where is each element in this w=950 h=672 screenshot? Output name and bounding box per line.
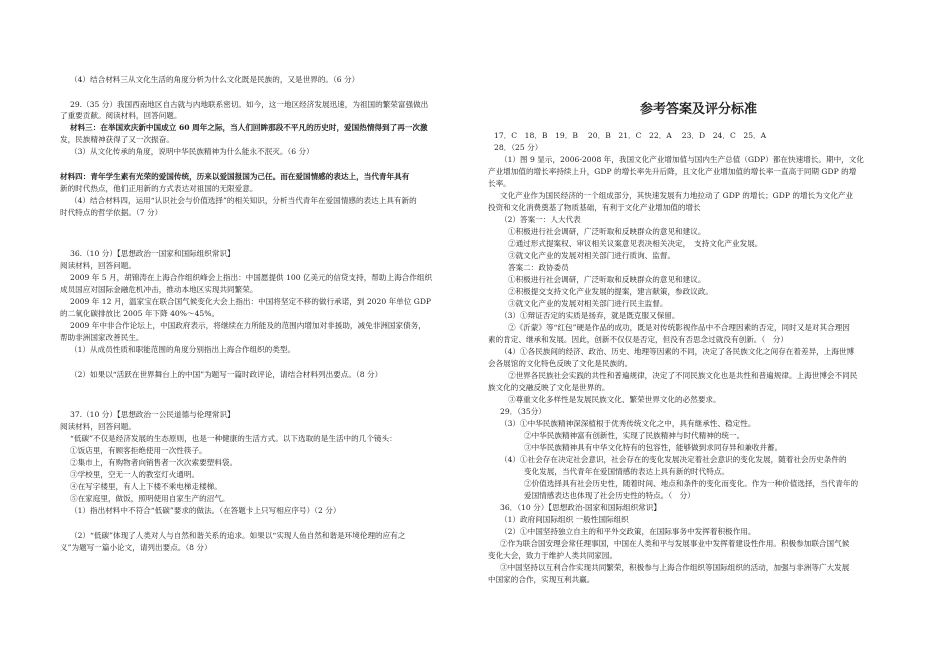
question-text-line: （4）结合材料四，运用“认识社会与价值选择”的相关知识，分析当代青年在爱国情感的表达上具有新的 <box>70 196 417 205</box>
answer-text-line: ③中国坚持以互利合作实现共同繁荣，积极参与上海合作组织等国际组织的活动，加强与非洲等广大发展 <box>500 563 850 572</box>
question-text-line: 2009 年 12 月，温家宝在联合国气候变化大会上指出：中国将坚定不移的做行承诺，到 2020 年单位 GDP <box>70 297 432 306</box>
answer-text-line: 28．（25 分） <box>494 143 543 152</box>
answer-text-line: ②通过形式提案权、审议相关议案意见表决相关决定， 支持文化产业发展。 <box>508 239 763 248</box>
question-text-line: ④在写字楼里，有人上下楼不乘电梯走楼梯。 <box>70 482 222 491</box>
question-text-line: ①饭店里，有顾客拒绝使用一次性筷子。 <box>70 446 207 455</box>
answer-text-line: （2）答案一：人大代表 <box>500 215 581 224</box>
question-text-line: “低碳”不仅是经济发展的生态原则，也是一种健康的生活方式。以下选取的是生活中的几个镜头： <box>70 434 397 443</box>
answer-text-line: 投资和文化消费奠基了物质基础，有利于文化产业增加值的增长 <box>488 203 701 212</box>
question-text-line: 时代特点的哲学依据。（7 分） <box>60 208 163 217</box>
question-text-line: 成员国应对国际金融危机冲击，推动本地区实现共同繁荣。 <box>60 285 258 294</box>
question-text-line: （1）从成员性质和职能范围的角度分别指出上海合作组织的类型。 <box>70 345 296 354</box>
answer-text-line: ②积极提交支持文化产业发展的提案，建言献策，参政议政。 <box>508 287 714 296</box>
question-text-line: 材料四：青年学生素有光荣的爱国传统，历来以爱国报国为己任。而在爱国情感的表达上，当代青年具有 <box>60 172 410 181</box>
question-text-line: 帮助非洲国家改善民生。 <box>60 333 144 342</box>
answer-text-line: ③就文化产业的发展对相关部门进行质询、监督。 <box>508 251 676 260</box>
question-text-line: 材料三：在举国欢庆新中国成立 60 周年之际，当人们回眸那段不平凡的历史时，爱国热情得到了再一次激 <box>70 123 428 132</box>
answer-text-line: ②价值选择具有社会历史性，随着时间、地点和条件的变化而变化。作为一种价值选择，当代青年的 <box>524 479 859 488</box>
answer-text-line: ②中华民族精神富有创新性，实现了民族精神与时代精神的统一。 <box>524 431 745 440</box>
answer-text-line: 长率。 <box>488 179 511 188</box>
question-text-line: （3）从文化传承的角度，说明中华民族精神为什么能永不泯灭。（6 分） <box>70 147 314 156</box>
question-text-line: ⑤在家庭里，做饭，照明使用自家生产的沼气。 <box>70 494 230 503</box>
question-text-line: 36.（10 分）【思想政治一国家和国际组织常识】 <box>70 249 235 258</box>
answer-text-line: 文化产业作为国民经济的一个组成部分，其快速发展有力地拉动了 GDP 的增长；GDP 的增长为文化产业 <box>500 191 854 200</box>
question-text-line: 2009 年中非合作论坛上，中国政府表示，将继续在力所能及的范围内增加对非援助，减免非洲国家债务， <box>70 321 426 330</box>
question-text-line: 的二氧化碳排放比 2005 年下降 40%～45%。 <box>60 309 220 318</box>
question-text-line: 37.（10 分）【思想政治一公民道德与伦理常识】 <box>70 410 235 419</box>
answer-text-line: （4）①社会存在决定社会意识，社会存在的变化发展决定着社会意识的变化发展，随着社会历史条件的 <box>500 455 847 464</box>
answer-text-line: 17．C 18．B 19．B 20．B 21．C 22．A 23．D 24．C 25．A <box>494 131 767 140</box>
answer-text-line: 中国家的合作，实现互利共赢。 <box>488 575 595 584</box>
question-text-line: 29.（35 分）我国西南地区自古就与内地联系密切。如今，这一地区经济发展迅速，为祖国的繁荣富强做出 <box>70 100 429 109</box>
question-text-line: （2）“低碳”体现了人类对人与自然和谐关系的追求。如果以“实现人鱼自然和谐是环境伦理的应有之 <box>70 531 406 540</box>
question-text-line: 2009 年 5 月，胡锦涛在上海合作组织峰会上指出：中国愿提供 100 亿美元的信贷支持，帮助上海合作组织 <box>70 273 433 282</box>
answer-text-line: （2）①中国坚持独立自主的和平外交政策，在国际事务中发挥着积极作用。 <box>500 527 756 536</box>
answer-text-line: 变化大会，致力于维护人类共同家园。 <box>488 551 618 560</box>
answer-text-line: ①积极进行社会调研，广泛听取和反映群众的意见和建议。 <box>508 227 706 236</box>
answer-text-line: 变化发展，当代青年在爱国情感的表达上具有新的时代特点。 <box>524 467 730 476</box>
answer-text-line: 36．（10 分）【思想政治-国家和国际组织常识】 <box>500 503 661 512</box>
answer-key-title: 参考答案及评分标准 <box>640 102 758 117</box>
question-text-line: ③学校里，空无一人的教室灯火通明。 <box>70 470 200 479</box>
answer-text-line: 族文化的交融反映了文化是世界的。 <box>488 383 610 392</box>
answer-text-line: （1）图 9 显示，2006-2008 年，我国文化产业增加值与国内生产总值（GDP）都在快速增长。期中，文化 <box>500 155 864 164</box>
question-text-line: （2）如果以“活跃在世界舞台上的中国”为题写一篇时政评论，请结合材料列出要点。（8 分） <box>70 370 383 379</box>
answer-text-line: ③尊重文化多样性是发展民族文化、繁荣世界文化的必然要求。 <box>508 395 721 404</box>
answer-text-line: （1）政府间国际组织 一般性国际组织 <box>500 515 629 524</box>
answer-text-line: 会各展馆的文化特色反映了文化是民族的。 <box>488 359 633 368</box>
answer-text-line: 爱国情感表达也体现了社会历史性的特点。（ 分） <box>524 491 695 500</box>
answer-text-line: 素的肯定、继承和发展。因此，创新不仅仅是否定，但没有否思念过就没有创新。（ 分） <box>488 335 788 344</box>
question-text-line: ②集市上，有购物者向销售者一次次索要塑料袋。 <box>70 458 238 467</box>
question-text-line: 新的时代热点，他们正用新的方式表达对祖国的无限爱意。 <box>60 184 258 193</box>
question-text-line: 了重要贡献。阅读材料，回答问题。 <box>60 111 182 120</box>
question-text-line: （1）指出材料中不符合“低碳”要求的做法。（在答题卡上只写相应序号）（2 分） <box>70 506 341 515</box>
question-text-line: 义”为题写一篇小论文，请列出要点。（8 分） <box>60 543 212 552</box>
question-text-line: 阅读材料，回答问题。 <box>60 422 136 431</box>
answer-text-line: （3）①中华民族精神深深植根于优秀传统文化之中，具有继承性、稳定性。 <box>500 419 756 428</box>
question-text-line: 发，民族精神获得了又一次振奋。 <box>60 135 174 144</box>
answer-text-line: ②作为联合国安理会常任理事国，中国在人类和平与发展事业中发挥着建设性作用。积极参加联合国气候 <box>500 539 850 548</box>
answer-text-line: （3）①辩证否定的实质是扬弃，就是既克服又保留。 <box>500 311 680 320</box>
question-text-line: （4）结合材料三从文化生活的角度分析为什么文化既是民族的，又是世界的。（6 分） <box>70 75 360 84</box>
answer-text-line: ③就文化产业的发展对相关部门进行民主监督。 <box>508 299 668 308</box>
answer-text-line: （4）①各民族间的经济、政治、历史、地理等因素的不同，决定了各民族文化之间存在着差异，上海世博 <box>500 347 855 356</box>
answer-text-line: ②《沂蒙》等“红包”硬是作品的成功，既是对传统影视作品中不合理因素的否定，同时又是对其合理因 <box>508 323 850 332</box>
answer-text-line: 答案二：政协委员 <box>508 263 569 272</box>
answer-text-line: ③中华民族精神具有中华文化特有的包容性，能够做到求同存异和兼收并蓄。 <box>524 443 783 452</box>
question-text-line: 阅读材料，回答问题。 <box>60 261 136 270</box>
answer-text-line: ①积极进行社会调研，广泛听取和反映群众的意见和建议。 <box>508 275 706 284</box>
answer-text-line: 产业增加值的增长率持续上升，GDP 的增长率先升后降，且文化产业增加值的增长率一直高于同期 GDP 的增 <box>488 167 857 176</box>
answer-text-line: 29．（35分） <box>500 407 546 416</box>
answer-text-line: ②世界各民族社会实践的共性和普遍规律，决定了不同民族文化也是共性和普遍规律。上海世博会不同民 <box>508 371 858 380</box>
